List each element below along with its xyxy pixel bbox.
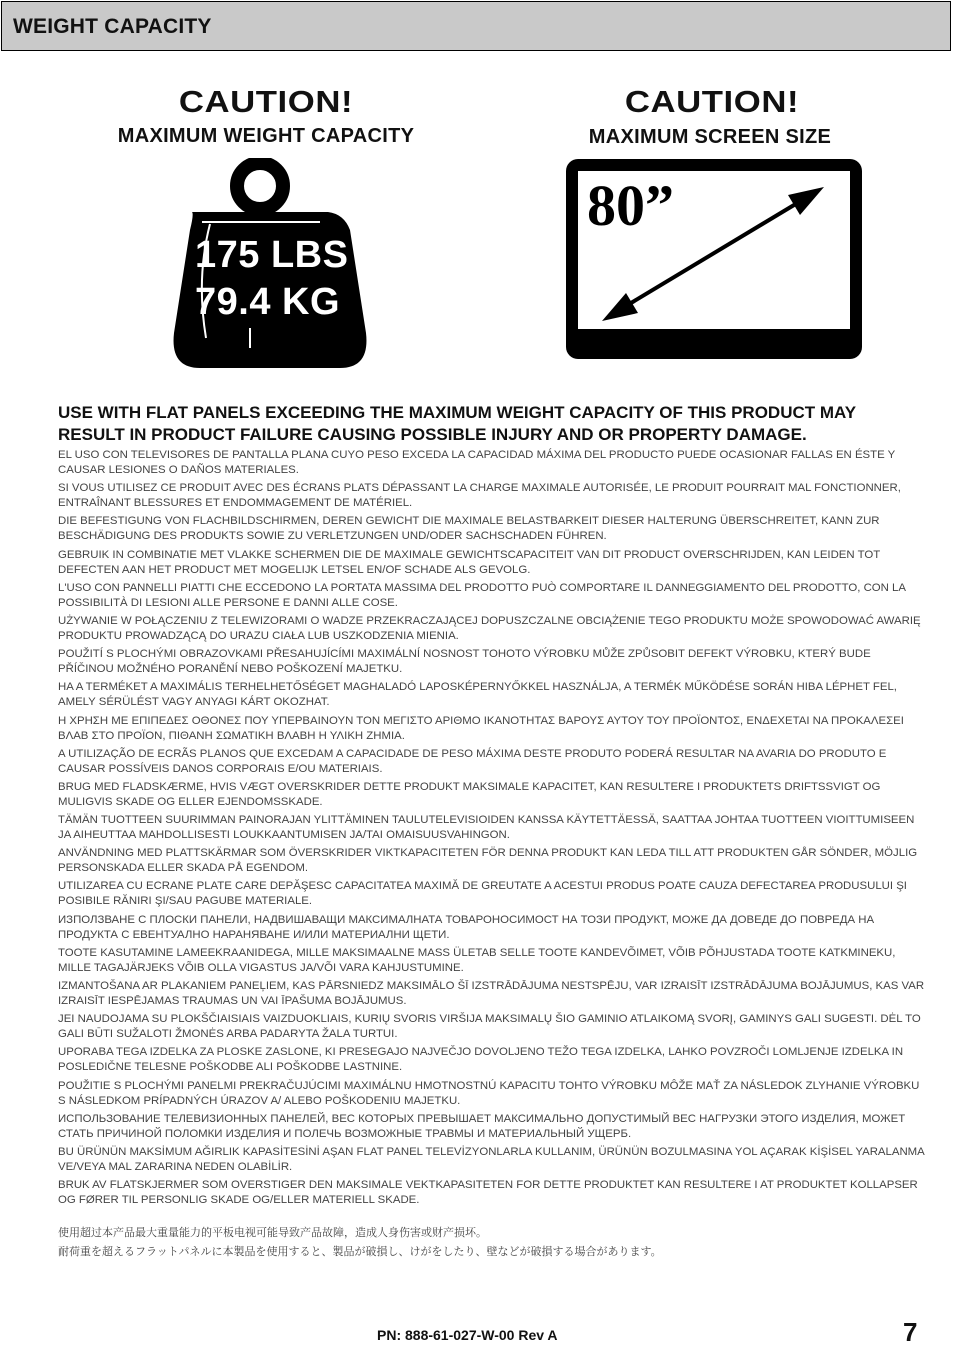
translation-finnish: TÄMÄN TUOTTEEN SUURIMMAN PAINORAJAN YLITTÄMINEN TAULUTELEVISIOIDEN KANSSA KÄYTETTÄESSÄ, SAATTAA JOHTAA TUOTTEEN VIOITTUMISEEN JA AIHEUTTAA MAHDOLLISESTI LOUKKAANTUMISEN JA/TAI OMAISUUSVAHINGON. <box>58 814 915 842</box>
translation-hungarian: HA A TERMÉKET A MAXIMÁLIS TERHELHETŐSÉGET MAGHALADÓ LAPOSKÉPERNYŐKKEL HASZNÁLJA, A TERMÉK MŰKÖDÉSE SORÁN HIBA LÉPHET FEL, AMELY SÉRÜLÉST VAGY ANYAGI KÁRT OKOZHAT. <box>58 681 897 709</box>
translation-italian: L'USO CON PANNELLI PIATTI CHE ECCEDONO LA PORTATA MASSIMA DEL PRODOTTO PUÒ COMPORTARE IL DANNEGGIAMENTO DEL PRODOTTO, CON LA POSSIBILITÀ DI LESIONI ALLE PERSONE E DANNI ALLE COSE. <box>58 581 906 609</box>
translation-czech: POUŽITÍ S PLOCHÝMI OBRAZOVKAMI PŘESAHUJÍCÍMI MAXIMÁLNÍ NOSNOST TOHOTO VÝROBKU MŮŽE ZPŮSOBIT DEFEKT VÝROBKU, KTERÝ BUDE PŘÍČINOU MOŽNÉHO PORANĚNÍ NEBO POŠKOZENÍ MAJETKU. <box>58 648 871 676</box>
weight-caution-heading: CAUTION! <box>178 84 354 119</box>
weight-kg: 79.4 KG <box>195 281 341 323</box>
section-header <box>1 1 951 51</box>
translation-dutch: GEBRUIK IN COMBINATIE MET VLAKKE SCHERMEN DIE DE MAXIMALE GEWICHTSCAPACITEIT VAN DIT PRODUCT OVERSCHRIJDEN, KAN LEIDEN TOT DEFECTEN AAN HET PRODUCT MET MOGELIJK LETSEL EN/OF SCHADE ALS GEVOLG. <box>58 548 880 576</box>
translation-german: DIE BEFESTIGUNG VON FLACHBILDSCHIRMEN, DEREN GEWICHT DIE MAXIMALE BELASTBARKEIT DIESER HALTERUNG ÜBERSCHREITET, KANN ZUR BESCHÄDIGUNG DES PRODUKTS SOWIE ZU VERLETZUNGEN UND/ODER SACHSCHADEN FÜHREN. <box>58 515 880 543</box>
translation-swedish: ANVÄNDNING MED PLATTSKÄRMAR SOM ÖVERSKRIDER VIKTKAPACITETEN FÖR DENNA PRODUKT KAN LEDA TILL ATT PRODUKTEN GÅR SÖNDER, MÖJLIG PERSONSKADA ELLER SKADA PÅ EGENDOM. <box>58 847 918 875</box>
warning-statement: USE WITH FLAT PANELS EXCEEDING THE MAXIMUM WEIGHT CAPACITY OF THIS PRODUCT MAY RESULT IN PRODUCT FAILURE CAUSING POSSIBLE INJURY AND OR PROPERTY DAMAGE. <box>58 403 856 444</box>
translation-turkish: BU ÜRÜNÜN MAKSİMUM AĞIRLIK KAPASİTESİNİ AŞAN FLAT PANEL TELEVİZYONLARLA KULLANIM, ÜRÜNÜN BOZULMASINA YOL AÇARAK KİŞİSEL YARALANMA VE/VEYA MAL ZARARINA NEDEN OLABİLİR. <box>58 1145 925 1173</box>
screen-caution-heading: CAUTION! <box>624 84 800 119</box>
translation-romanian: UTILIZAREA CU ECRANE PLATE CARE DEPĂŞESC CAPACITATEA MAXIMĂ DE GREUTATE A ACESTUI PRODUS POATE CAUZA DEFECTAREA PRODUSULUI ŞI POSIBILE RĂNIRI ŞI/SAU PAGUBE MATERIALE. <box>58 880 907 908</box>
translation-portuguese: A UTILIZAÇÃO DE ECRÃS PLANOS QUE EXCEDAM A CAPACIDADE DE PESO MÁXIMA DESTE PRODUTO PODERÁ RESULTAR NA AVARIA DO PRODUTO E CAUSAR POSSÍVEIS DANOS CORPORAIS E/OU MATERIAIS. <box>58 747 887 775</box>
translation-french: SI VOUS UTILISEZ CE PRODUIT AVEC DES ÉCRANS PLATS DÉPASSANT LA CHARGE MAXIMALE AUTORISÉE, LE PRODUIT POURRAIT MAL FONCTIONNER, ENTRAÎNANT BLESSURES ET ENDOMMAGEMENT DE MATÉRIEL. <box>58 482 901 510</box>
max-screen-size: 80” <box>587 173 674 238</box>
translation-greek: Η ΧΡΗΣΗ ΜΕ ΕΠΙΠΕΔΕΣ ΟΘΟΝΕΣ ΠΟΥ ΥΠΕΡΒΑΙΝΟΥΝ ΤΟΝ ΜΕΓΙΣΤΟ ΑΡΙΘΜΟ ΙΚΑΝΟΤΗΤΑΣ ΒΑΡΟΥΣ ΑΥΤΟΥ ΤΟΥ ΠΡΟΪΟΝΤΟΣ, ΕΝΔΕΧΕΤΑΙ ΝΑ ΠΡΟΚΑΛΕΣΕΙ ΒΛΑΒ ΣΤΟ ΠΡΟΪΟΝ, ΠΙΘΑΝΗ ΣΩΜΑΤΙΚΗ ΒΛΑΒΗ Η ΥΛΙΚΗ ΖΗΜΙΑ. <box>58 714 904 742</box>
translation-russian: ИСПОЛЬЗОВАНИЕ ТЕЛЕВИЗИОННЫХ ПАНЕЛЕЙ, ВЕС КОТОРЫХ ПРЕВЫШАЕТ МАКСИМАЛЬНО ДОПУСТИМЫЙ ВЕС НАГРУЗКИ ЭТОГО ИЗДЕЛИЯ, МОЖЕТ СТАТЬ ПРИЧИНОЙ ПОЛОМКИ ИЗДЕЛИЯ И ПОЛЕЧЬ ВОЗМОЖНЫЕ ТРАВМЫ И МАТЕРИАЛЬНЫЙ УЩЕРБ. <box>58 1112 906 1140</box>
translation-danish: BRUG MED FLADSKÆRME, HVIS VÆGT OVERSKRIDER DETTE PRODUKT MAKSIMALE KAPACITET, KAN RESULTERE I PRODUKTETS DRIFTSSVIGT OG MULIGVIS SKADE OG ELLER EJENDOMSSKADE. <box>58 780 881 808</box>
translation-list <box>58 448 926 1211</box>
weight-lbs: 175 LBS <box>195 234 349 276</box>
translation-latvian: IZMANTOŠANA AR PLAKANIEM PANEĻIEM, KAS PĀRSNIEDZ MAKSIMĀLO ŠĪ IZSTRĀDĀJUMA NESTSPĒJU, VAR IZRAISĪT IZSTRĀDĀJUMA BOJĀJUMUS, KAS VAR IZRAISĪT IESPĒJAMAS TRAUMAS UN VAI ĪPAŠUMA BOJĀJUMUS. <box>58 980 925 1007</box>
translation-slovenian: UPORABA TEGA IZDELKA ZA PLOSKE ZASLONE, KI PRESEGAJO NAJVEČJO DOVOLJENO TEŽO TEGA IZDELKA, LAHKO POVZROČI LOMLJENJE IZDELKA IN POSLEDIČNE TELESNE POŠKODBE ALI POŠKODBE LASTNINE. <box>58 1046 904 1074</box>
translation-spanish: EL USO CON TELEVISORES DE PANTALLA PLANA CUYO PESO EXCEDA LA CAPACIDAD MÁXIMA DEL PRODUCTO PUEDE OCASIONAR FALLAS EN ÉSTE Y CAUSAR LESIONES O DAÑOS MATERIALES. <box>58 449 896 476</box>
translation-bulgarian: ИЗПОЛЗВАНЕ С ПЛОСКИ ПАНЕЛИ, НАДВИШАВАЩИ МАКСИМАЛНАТА ТОВАРОНОСИМОСТ НА ТОЗИ ПРОДУКТ, МОЖЕ ДА ДОВЕДЕ ДО ПОВРЕДА НА ПРОДУКТА С ЕВЕНТУАЛНО НАРАНЯВАНЕ И/ИЛИ МАТЕРИАЛНИ ЩЕТИ. <box>58 913 875 941</box>
translation-polish: UŻYWANIE W POŁĄCZENIU Z TELEWIZORAMI O WADZE PRZEKRACZAJĄCEJ DOPUSZCZALNE OBCIĄŻENIE TEGO PRODUKTU MOŻE SPOWODOWAĆ AWARIĘ PRODUKTU PROWADZĄCĄ DO URAZU CIAŁA LUB USZKODZENIA MIENIA. <box>58 614 921 642</box>
translation-lithuanian: JEI NAUDOJAMA SU PLOKŠČIAISIAIS VAIZDUOKLIAIS, KURIŲ SVORIS VIRŠIJA MAKSIMALŲ ŠIO GAMINIO ATLAIKOMĄ SVORĮ, GAMINYS GALI SUGESTI. DĖL TO GALI BŪTI SUŽALOTI ŽMONĖS ARBA PADARYTA ŽALA TURTUI. <box>58 1013 921 1041</box>
page-number: 7 <box>903 1317 918 1347</box>
translation-chinese: 使用超过本产品最大重量能力的平板电视可能导致产品故障，造成人身伤害或财产损坏。 <box>58 1227 487 1239</box>
section-title: WEIGHT CAPACITY <box>13 15 212 38</box>
weight-caution-subtitle: MAXIMUM WEIGHT CAPACITY <box>117 125 415 147</box>
translation-estonian: TOOTE KASUTAMINE LAMEEKRAANIDEGA, MILLE MAKSIMAALNE MASS ÜLETAB SELLE TOOTE KANDEVÕIMET, VÕIB PÕHJUSTADA TOOTE KATKMINEKU, MILLE TAGAJÄRJEKS VÕIB OLLA VIGASTUS JA/VÕI VARA KAHJUSTUMINE. <box>58 946 896 974</box>
screen-caution-subtitle: MAXIMUM SCREEN SIZE <box>588 126 832 148</box>
part-number: PN: 888-61-027-W-00 Rev A <box>377 1327 558 1343</box>
translation-japanese: 耐荷重を超えるフラットパネルに本製品を使用すると、製品が破損し、けがをしたり、壁などが破損する場合があります。 <box>58 1246 662 1258</box>
translation-norwegian: BRUK AV FLATSKJERMER SOM OVERSTIGER DEN MAKSIMALE VEKTKAPASITETEN FOR DETTE PRODUKTET KAN RESULTERE I AT PRODUKTET KOLLAPSER OG FØRER TIL PERSONLIG SKADE OG/ELLER MATERIELL SKADE. <box>58 1179 918 1207</box>
translation-slovak: POUŽITIE S PLOCHÝMI PANELMI PREKRAČUJÚCIMI MAXIMÁLNU HMOTNOSTNÚ KAPACITU TOHTO VÝROBKU MÔŽE MAŤ ZA NÁSLEDOK ZLYHANIE VÝROBKU S NÁSLEDKOM PRÍPADNÝCH ÚRAZOV A/ ALEBO POŠKODENIU MAJETKU. <box>58 1079 920 1107</box>
